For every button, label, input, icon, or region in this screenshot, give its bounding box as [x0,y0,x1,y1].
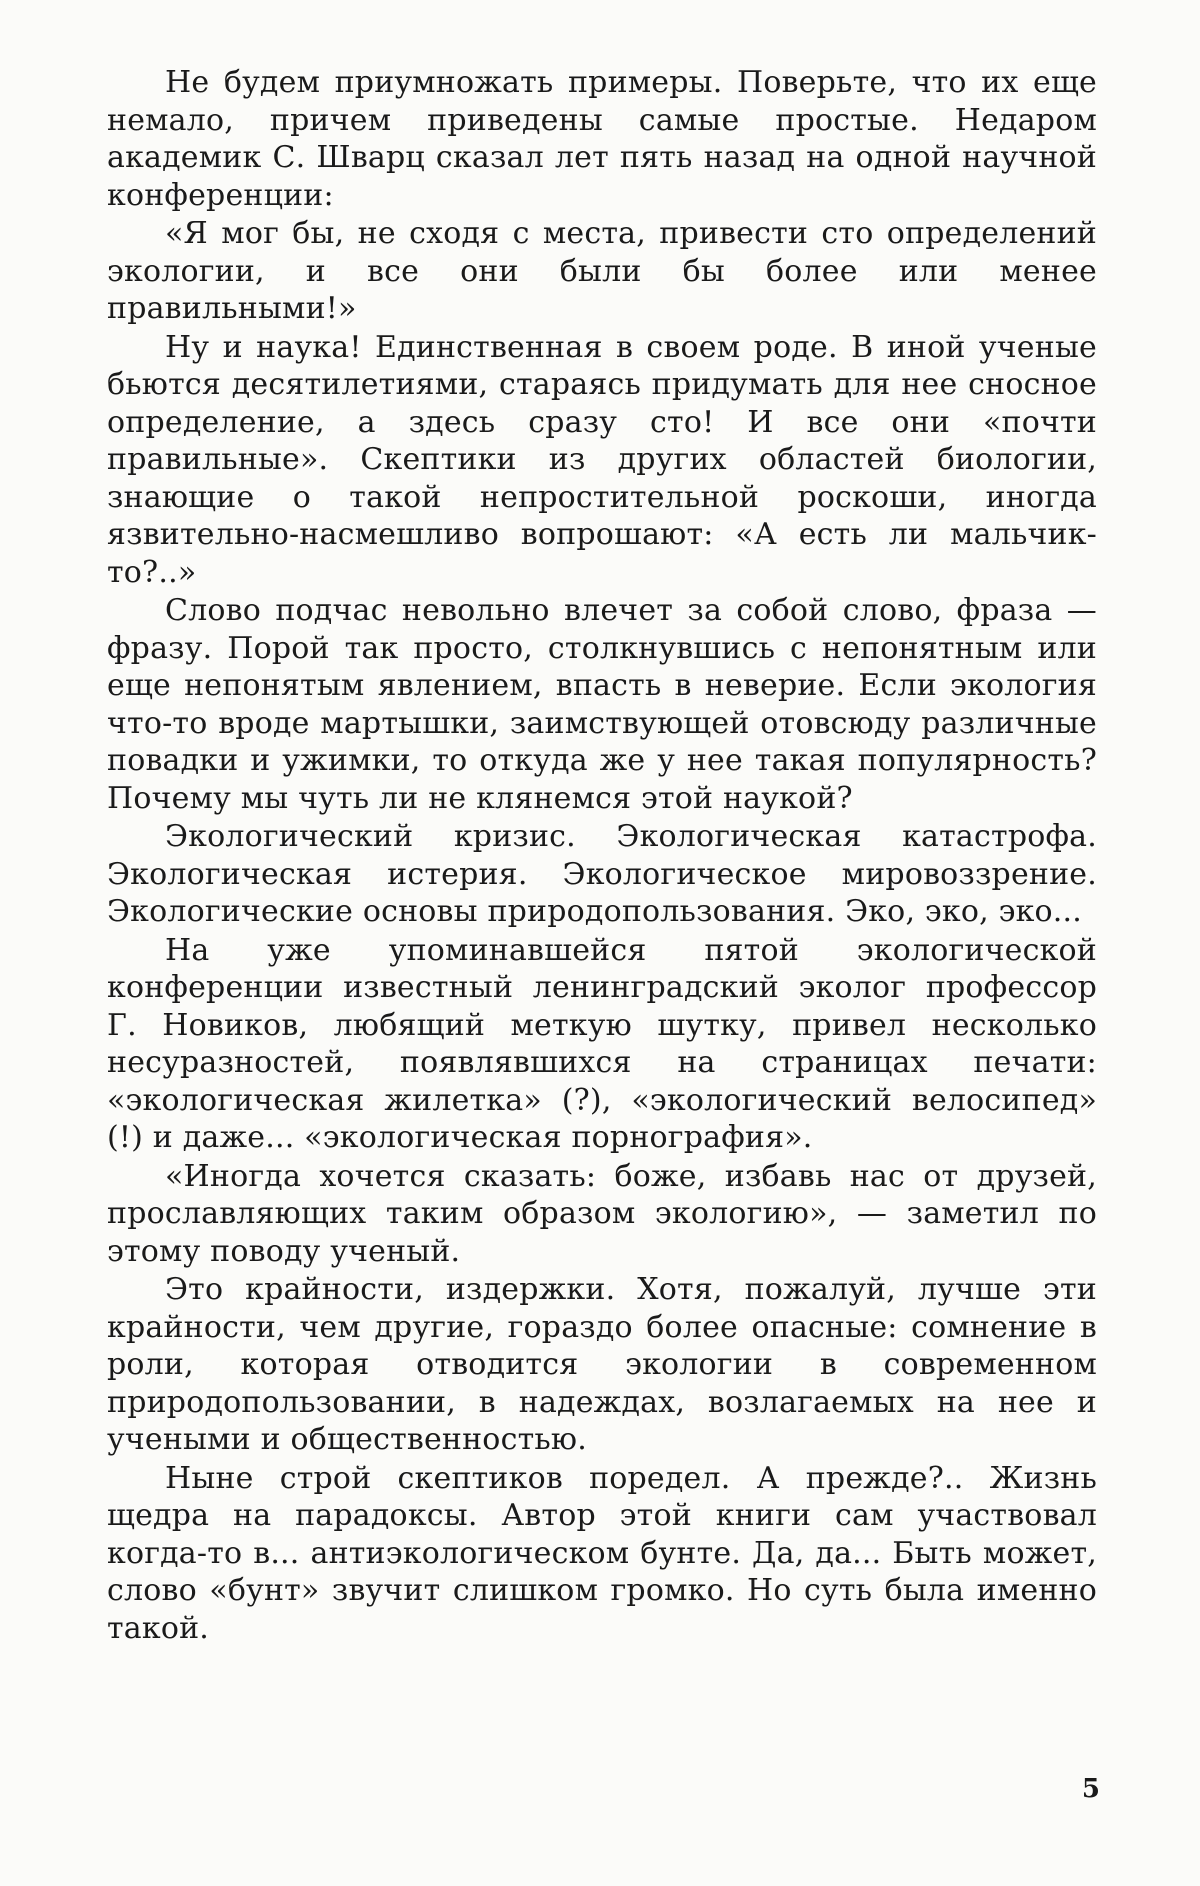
paragraph-7: «Иногда хочется сказать: боже, избавь нас от друзей, прославляющих таким образом экологию», — заметил по этому поводу ученый. [107,1158,1097,1269]
paragraph-3: Ну и наука! Единственная в своем роде. В иной ученые бьются десятилетиями, стараясь придумать для нее сносное определение, а здесь сразу сто! И все они «почти правильные». Скептики из других областей биологии, знающие о такой непростительной роскоши, иногда язвительно-насмешливо вопрошают: «А есть ли мальчик-то?..» [107,329,1097,590]
page-number: 5 [1081,1774,1100,1804]
paragraph-4: Слово подчас невольно влечет за собой слово, фраза — фразу. Порой так просто, столкнувшись с непонятным или еще непонятым явлением, впасть в неверие. Если экология что-то вроде мартышки, заимствующей отовсюду различные повадки и ужимки, то откуда же у нее такая популярность? Почему мы чуть ли не клянемся этой наукой? [107,593,1097,816]
paragraph-1: Не будем приумножать примеры. Поверьте, что их еще немало, причем приведены самые простые. Недаром академик С. Шварц сказал лет пять назад на одной научной конференции: [107,65,1097,213]
paragraph-8: Это крайности, издержки. Хотя, пожалуй, лучше эти крайности, чем другие, гораздо более опасные: сомнение в роли, которая отводится экологии в современном природопользовании, в надеждах, возлагаемых на нее и учеными и общественностью. [107,1272,1097,1457]
paragraph-6: На уже упоминавшейся пятой экологической конференции известный ленинградский эколог профессор Г. Новиков, любящий меткую шутку, привел несколько несуразностей, появлявшихся на страницах печати: «экологическая жилетка» (?), «экологический велосипед» (!) и даже... «экологическая порнография». [107,932,1097,1155]
body-text [107,64,1097,1648]
paragraph-2: «Я мог бы, не сходя с места, привести сто определений экологии, и все они были бы более или менее правильными!» [107,216,1097,326]
paragraph-5: Экологический кризис. Экологическая катастрофа. Экологическая истерия. Экологическое мировоззрение. Экологические основы природопользования. Эко, эко, эко... [107,819,1097,929]
paragraph-9: Ныне строй скептиков поредел. А прежде?.. Жизнь щедра на парадоксы. Автор этой книги сам участвовал когда-то в... антиэкологическом бунте. Да, да... Быть может, слово «бунт» звучит слишком громко. Но суть была именно такой. [107,1460,1097,1646]
